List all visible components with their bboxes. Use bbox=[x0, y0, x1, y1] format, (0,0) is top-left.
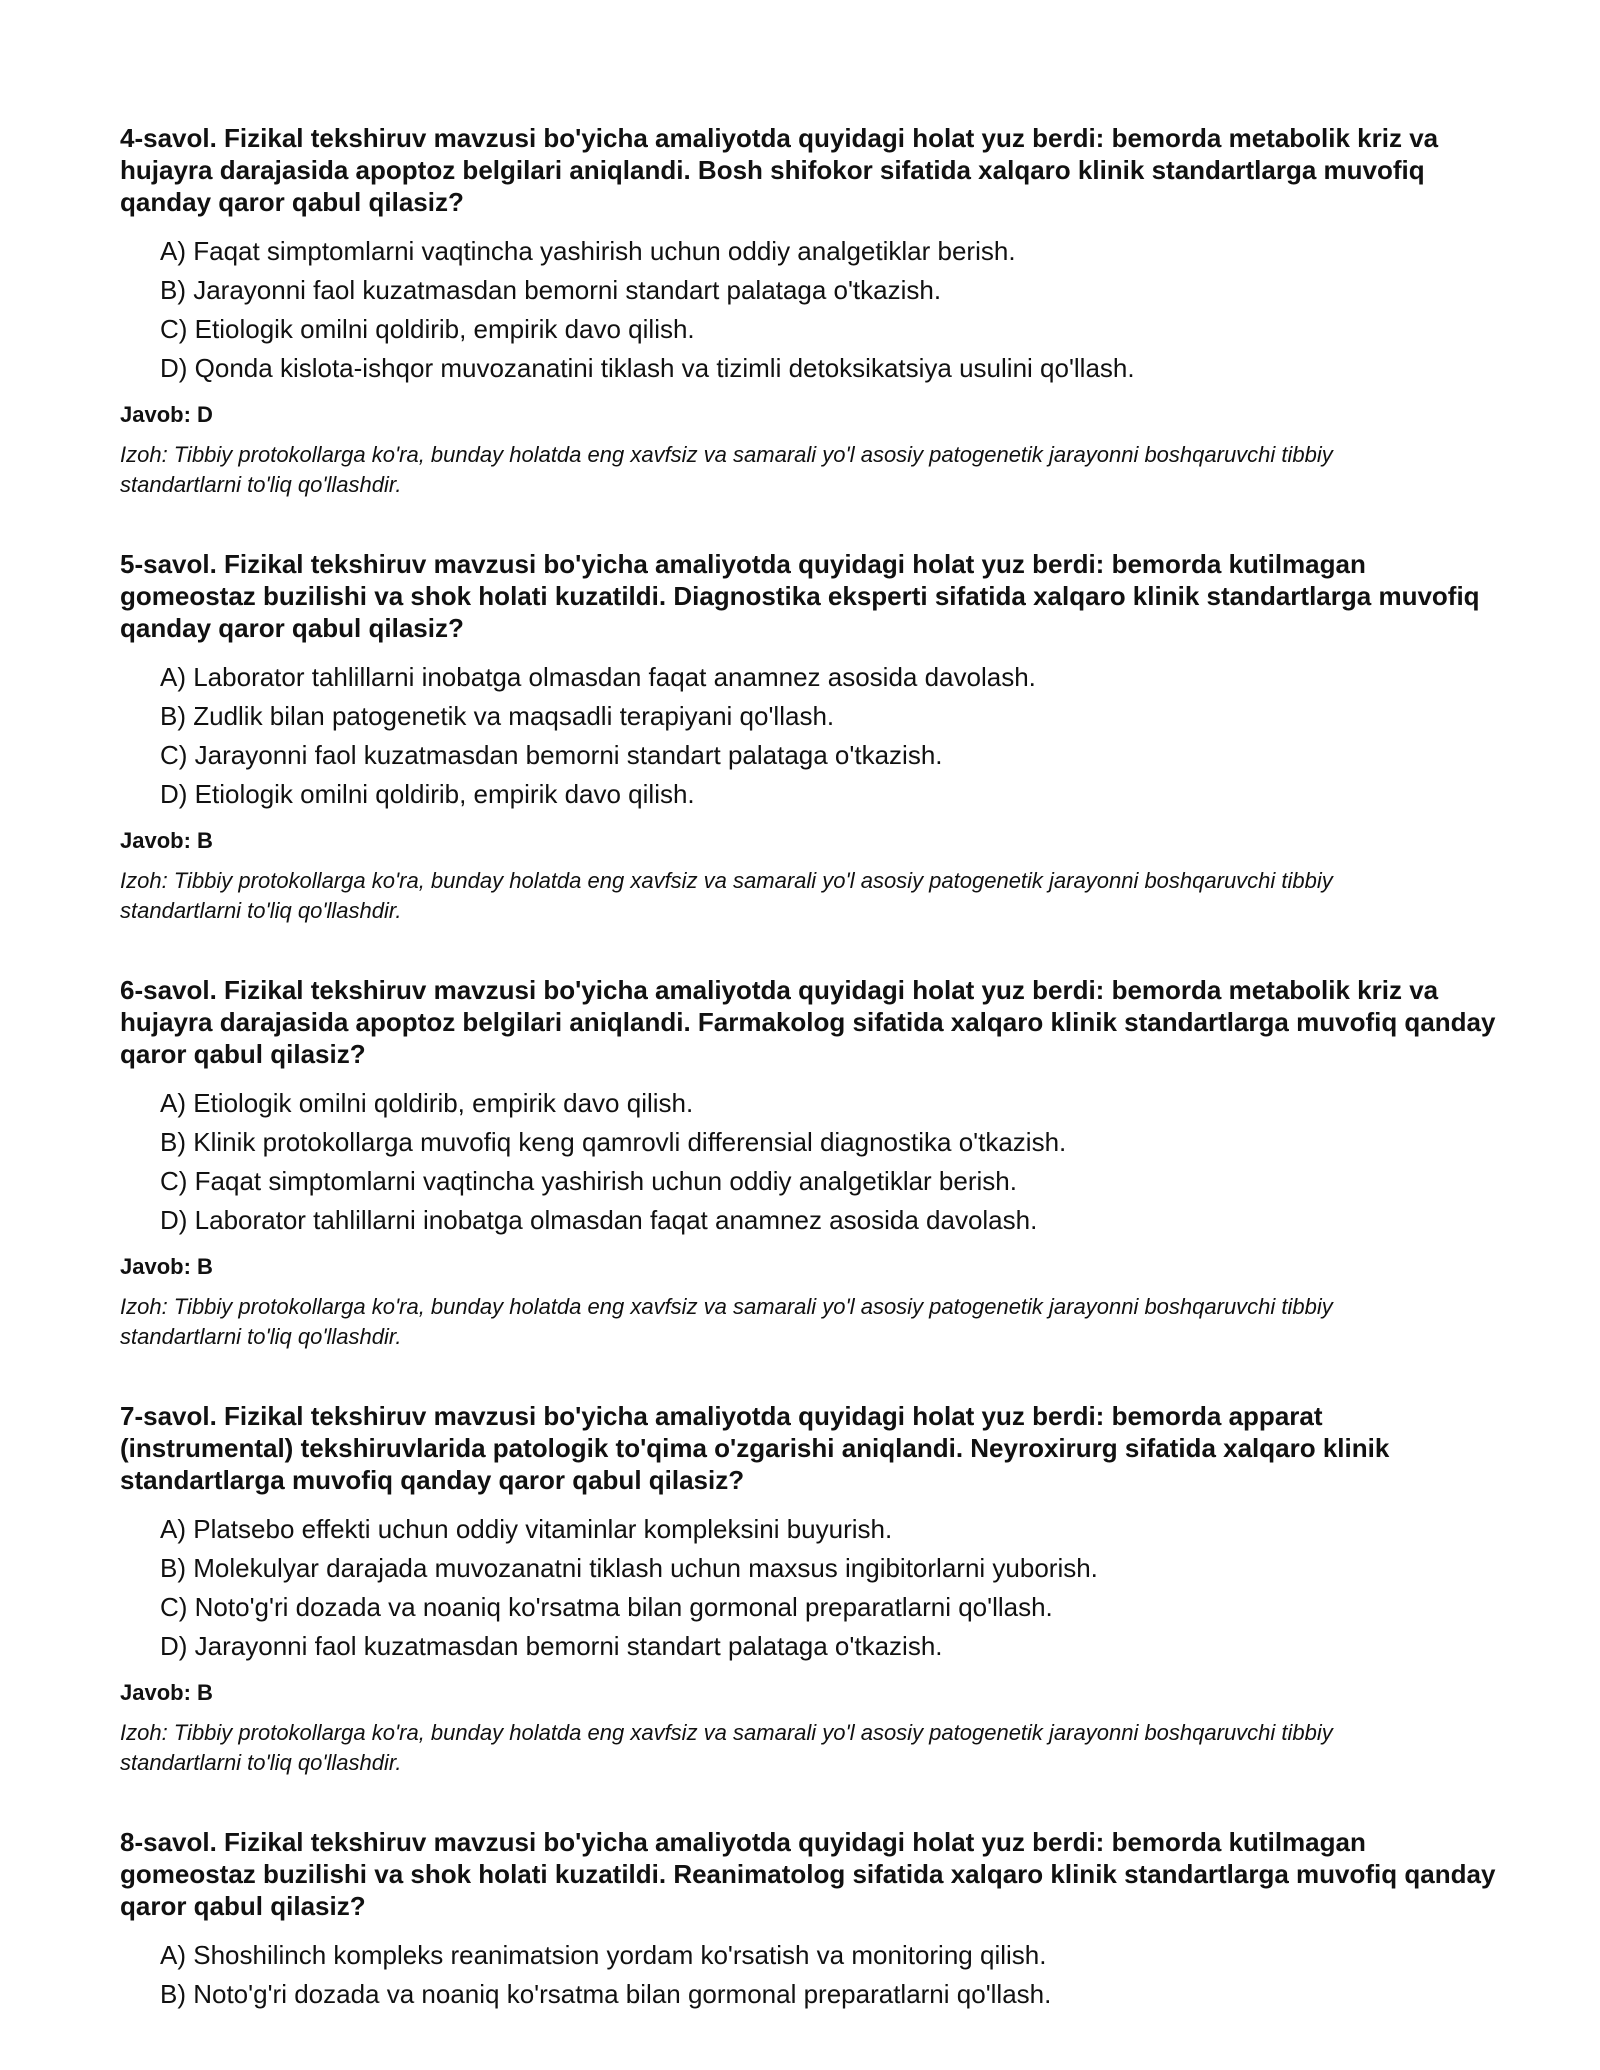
answer-options bbox=[160, 1936, 1500, 2014]
question-title: 4-savol. Fizikal tekshiruv mavzusi bo'yicha amaliyotda quyidagi holat yuz berdi: bemorda metabolik kriz va hujayra darajasida apoptoz belgilari aniqlandi. Bosh shifokor sifatida xalqaro klinik standartlarga muvofiq qanday qaror qabul qilasiz? bbox=[120, 123, 1439, 217]
question-title: 7-savol. Fizikal tekshiruv mavzusi bo'yicha amaliyotda quyidagi holat yuz berdi: bemorda apparat (instrumental) tekshiruvlarida patologik to'qima o'zgarishi aniqlandi. Neyroxirurg sifatida xalqaro klinik standartlarga muvofiq qanday qaror qabul qilasiz? bbox=[120, 1401, 1390, 1495]
question-block bbox=[120, 1826, 1500, 2014]
option-a: A) Faqat simptomlarni vaqtincha yashirish uchun oddiy analgetiklar berish. bbox=[160, 236, 1016, 266]
correct-answer: Javob: D bbox=[120, 402, 213, 427]
option-a: A) Platsebo effekti uchun oddiy vitaminlar kompleksini buyurish. bbox=[160, 1514, 893, 1544]
correct-answer: Javob: B bbox=[120, 1680, 213, 1705]
answer-options bbox=[160, 658, 1500, 814]
question-block bbox=[120, 974, 1500, 1352]
answer-options bbox=[160, 1084, 1500, 1240]
option-d: D) Jarayonni faol kuzatmasdan bemorni standart palataga o'tkazish. bbox=[160, 1631, 943, 1661]
answer-options bbox=[160, 232, 1500, 388]
question-title: 6-savol. Fizikal tekshiruv mavzusi bo'yicha amaliyotda quyidagi holat yuz berdi: bemorda metabolik kriz va hujayra darajasida apoptoz belgilari aniqlandi. Farmakolog sifatida xalqaro klinik standartlarga muvofiq qanday qaror qabul qilasiz? bbox=[120, 975, 1496, 1069]
explanation-note: Izoh: Tibbiy protokollarga ko'ra, bunday holatda eng xavfsiz va samarali yo'l asosiy patogenetik jarayonni boshqaruvchi tibbiy standartlarni to'liq qo'llashdir. bbox=[120, 1294, 1333, 1349]
option-c: C) Noto'g'ri dozada va noaniq ko'rsatma bilan gormonal preparatlarni qo'llash. bbox=[160, 1592, 1053, 1622]
option-b: B) Klinik protokollarga muvofiq keng qamrovli differensial diagnostika o'tkazish. bbox=[160, 1127, 1067, 1157]
correct-answer: Javob: B bbox=[120, 1254, 213, 1279]
correct-answer: Javob: B bbox=[120, 828, 213, 853]
option-b: B) Jarayonni faol kuzatmasdan bemorni standart palataga o'tkazish. bbox=[160, 275, 942, 305]
question-block bbox=[120, 548, 1500, 926]
option-d: D) Laborator tahlillarni inobatga olmasdan faqat anamnez asosida davolash. bbox=[160, 1205, 1038, 1235]
question-block bbox=[120, 122, 1500, 500]
answer-options bbox=[160, 1510, 1500, 1666]
option-b: B) Molekulyar darajada muvozanatni tiklash uchun maxsus ingibitorlarni yuborish. bbox=[160, 1553, 1098, 1583]
question-block bbox=[120, 1400, 1500, 1778]
document-page bbox=[120, 122, 1500, 2062]
question-title: 5-savol. Fizikal tekshiruv mavzusi bo'yicha amaliyotda quyidagi holat yuz berdi: bemorda kutilmagan gomeostaz buzilishi va shok holati kuzatildi. Diagnostika eksperti sifatida xalqaro klinik standartlarga muvofiq qanday qaror qabul qilasiz? bbox=[120, 549, 1480, 643]
option-c: C) Faqat simptomlarni vaqtincha yashirish uchun oddiy analgetiklar berish. bbox=[160, 1166, 1017, 1196]
explanation-note: Izoh: Tibbiy protokollarga ko'ra, bunday holatda eng xavfsiz va samarali yo'l asosiy patogenetik jarayonni boshqaruvchi tibbiy standartlarni to'liq qo'llashdir. bbox=[120, 442, 1333, 497]
explanation-note: Izoh: Tibbiy protokollarga ko'ra, bunday holatda eng xavfsiz va samarali yo'l asosiy patogenetik jarayonni boshqaruvchi tibbiy standartlarni to'liq qo'llashdir. bbox=[120, 868, 1333, 923]
option-a: A) Etiologik omilni qoldirib, empirik davo qilish. bbox=[160, 1088, 694, 1118]
option-b: B) Zudlik bilan patogenetik va maqsadli terapiyani qo'llash. bbox=[160, 701, 835, 731]
option-c: C) Jarayonni faol kuzatmasdan bemorni standart palataga o'tkazish. bbox=[160, 740, 943, 770]
explanation-note: Izoh: Tibbiy protokollarga ko'ra, bunday holatda eng xavfsiz va samarali yo'l asosiy patogenetik jarayonni boshqaruvchi tibbiy standartlarni to'liq qo'llashdir. bbox=[120, 1720, 1333, 1775]
question-title: 8-savol. Fizikal tekshiruv mavzusi bo'yicha amaliyotda quyidagi holat yuz berdi: bemorda kutilmagan gomeostaz buzilishi va shok holati kuzatildi. Reanimatolog sifatida xalqaro klinik standartlarga muvofiq qanday qaror qabul qilasiz? bbox=[120, 1827, 1496, 1921]
option-c: C) Etiologik omilni qoldirib, empirik davo qilish. bbox=[160, 314, 695, 344]
option-a: A) Shoshilinch kompleks reanimatsion yordam ko'rsatish va monitoring qilish. bbox=[160, 1940, 1047, 1970]
option-b: B) Noto'g'ri dozada va noaniq ko'rsatma bilan gormonal preparatlarni qo'llash. bbox=[160, 1979, 1052, 2009]
option-d: D) Qonda kislota-ishqor muvozanatini tiklash va tizimli detoksikatsiya usulini qo'llash. bbox=[160, 353, 1135, 383]
option-d: D) Etiologik omilni qoldirib, empirik davo qilish. bbox=[160, 779, 695, 809]
option-a: A) Laborator tahlillarni inobatga olmasdan faqat anamnez asosida davolash. bbox=[160, 662, 1036, 692]
